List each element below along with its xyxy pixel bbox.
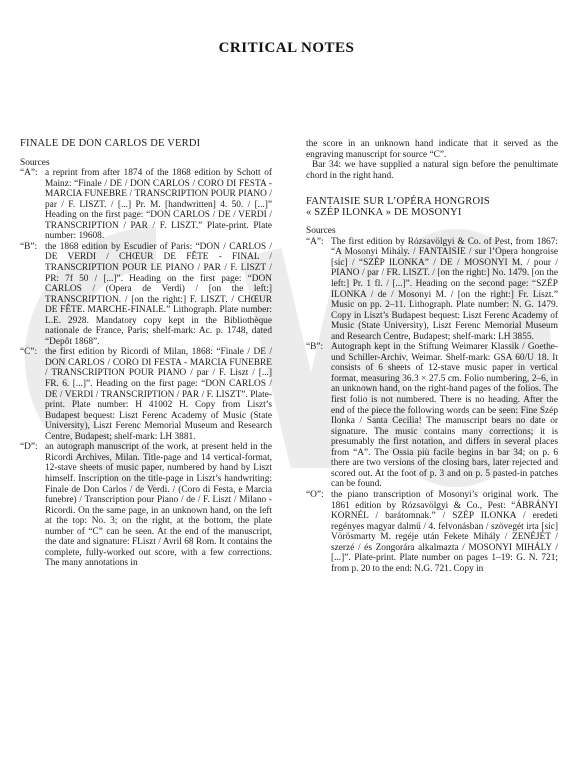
source-entry-o [306,490,558,574]
source-entry-b [306,342,558,490]
sources-label: Sources [306,226,336,237]
source-text: The first edition by Rózsavölgyi & Co. of Pest, from 1867: “A Mosonyi Mihály. / FANTAISIE / sur l’Opera hongroise [sic] / “SZÉP ILONKA” / DE / MOSONYI M. / pour / PIANO / par / FR. LISZT. / [on the right:] No. 1479. [on the left:] Pr. 1 fl. / [...]”. Heading on the second page: “SZÉP ILONKA / de / Mosonyi M. / [on the right:] Fr. Liszt.” Music on pp. 2–11. Lithograph. Plate number: N. G. 1479. Copy in Liszt’s Budapest bequest: Liszt Ferenc Academy of Music (State University), Liszt Ferenc Memorial Museum and Research Centre, Budapest; shelf-mark: LH 3855. [331,236,558,342]
source-text: Autograph kept in the Stiftung Weimarer Klassik / Goethe- und Schiller-Archiv, Weimar. Shelf-mark: GSA 60/U 18. It consists of 6 sheets of 12-stave music paper in vertical format, measuring 36.3 × 27.5 cm. Folio numbering, 2–6, in an unknown hand, on the right-hand pages of the folios. The first folio is not numbered. There is no heading. After the end of the piece the following words can be seen: Fine Szép Ilonka / Santa Cecilia! The manuscript bears no date or signature. The music contains many corrections; it is presumably the first notation, and differs in several places from “A”. The Ossia più facile begins in bar 34; on p. 6 there are two versions of the closing bars, later rejected and scored out. At the foot of p. 3 and on p. 5 pasted-in patches can be found. [331,342,558,490]
page-title: CRITICAL NOTES [218,40,355,56]
source-tag: “B”: [20,241,38,252]
source-entry-d [20,442,272,569]
source-text: the piano transcription of Mosonyi’s original work. The 1861 edition by Rózsavölgyi & Co., Pest: “ÁBRÁNYI KORNÉL / barátomnak.” / SZÉP ILONKA / eredeti regényes magyar dalmű / 4. felvonásban / szövegét irta [sic] Vörösmarty M. regéje után Fekete Mihály / ZENÉJÉT / szerzé / és Zongorára alkalmazta / MOSONYI MIHÁLY / [...]”. Plate-print. Plate number on pages 1–19: G. N. 721; from p. 20 to the end: N.G. 721. Copy in [331,489,558,574]
source-tag: “A”: [20,168,38,179]
source-tag: “O”: [306,489,324,500]
source-text: a reprint from after 1874 of the 1868 edition by Schott of Mainz: “Finale / DE / DON CARLOS / CORO DI FESTA - MARCIA FUNEBRE / TRANSCRIPTION POUR PIANO / par / F. LISZT. / [...] Pr. M. [handwritten] 4. 50. / [...]” Heading on the first page: “DON CARLOS / DE / VERDI / TRANSCRIPTION / PAR / F. LISZT.” Plate-print. Plate number: 19608. [45,168,272,242]
source-entry-b [20,242,272,347]
right-column [306,139,558,574]
section-title-mosonyi: FANTAISIE SUR L’OPÉRA HONGROIS [306,196,490,208]
source-entry-a [306,237,558,342]
source-entry-a [20,168,272,242]
source-tag: “A”: [306,236,324,247]
source-tag: “B”: [306,342,324,353]
sources-label: Sources [20,157,50,168]
section-title-verdi: FINALE DE DON CARLOS DE VERDI [20,138,201,149]
source-tag: “D”: [20,442,38,453]
source-text: the first edition by Ricordi of Milan, 1868: “Finale / DE / DON CARLOS / CORO DI FESTA - MARCIA FUNEBRE / TRANSCRIPTION POUR PIANO / par / F. Liszt / [...] FR. 6. [...]”. Heading on the first page: “DON CARLOS / DE / VERDI / TRANSCRIPTION / PAR / F. LISZT”. Plate-print. Plate number: H 41002 H. Copy from Liszt’s Budapest bequest: Liszt Ferenc Academy of Music (State University), Liszt Ferenc Memorial Museum and Research Centre, Budapest; shelf-mark: LH 3881. [45,347,272,442]
bar-note: Bar 34: we have supplied a natural sign before the penultimate chord in the right hand. [306,160,558,181]
source-text: the 1868 edition by Escudier of Paris: “DON / CARLOS / DE VERDI / CHŒUR DE FÊTE - FINAL / TRANSCRIPTION POUR LE PIANO / PAR / F. LISZT / PR: 7f 50 / [...]”. Heading on the first page: “DON CARLOS / (Opera de Verdi) / [on the left:] TRANSCRIPTION. / [on the right:] F. LISZT. / CHŒUR DE FÊTE. MARCHE-FINALE.” Lithograph. Plate number: L.E. 2928. Mandatory copy kept in the Bibliothèque nationale de France, Paris; shelf-mark: Ac. p. 1748, dated “Depôt 1868”. [45,241,272,347]
left-column [20,139,272,569]
continuation-text: the score in an unknown hand indicate that it served as the engraving manuscript for source “C”. [306,139,558,160]
source-text: an autograph manuscript of the work, at present held in the Ricordi Archives, Milan. Title-page and 14 vertical-format, 12-stave sheets of music paper, numbered by hand by Liszt himself. Inscription on the title-page in Liszt’s handwriting: Finale de Don Carlos / de Verdi. / (Coro di Festa, e Marcia funebre) / Transcription pour Piano / de / F. Liszt / Milano - Ricordi. On the same page, in an unknown hand, on the left at the top: No. 3; on the right, at the bottom, the plate number of “C” can be seen. At the end of the manuscript, the date and signature: FLiszt / Avril 68 Rom. It contains the complete, fully-worked out score, with a few corrections. The many annotations in [45,442,272,569]
source-tag: “C”: [20,347,38,358]
section-subtitle-mosonyi: « SZÉP ILONKA » DE MOSONYI [306,206,462,218]
source-entry-c [20,347,272,442]
